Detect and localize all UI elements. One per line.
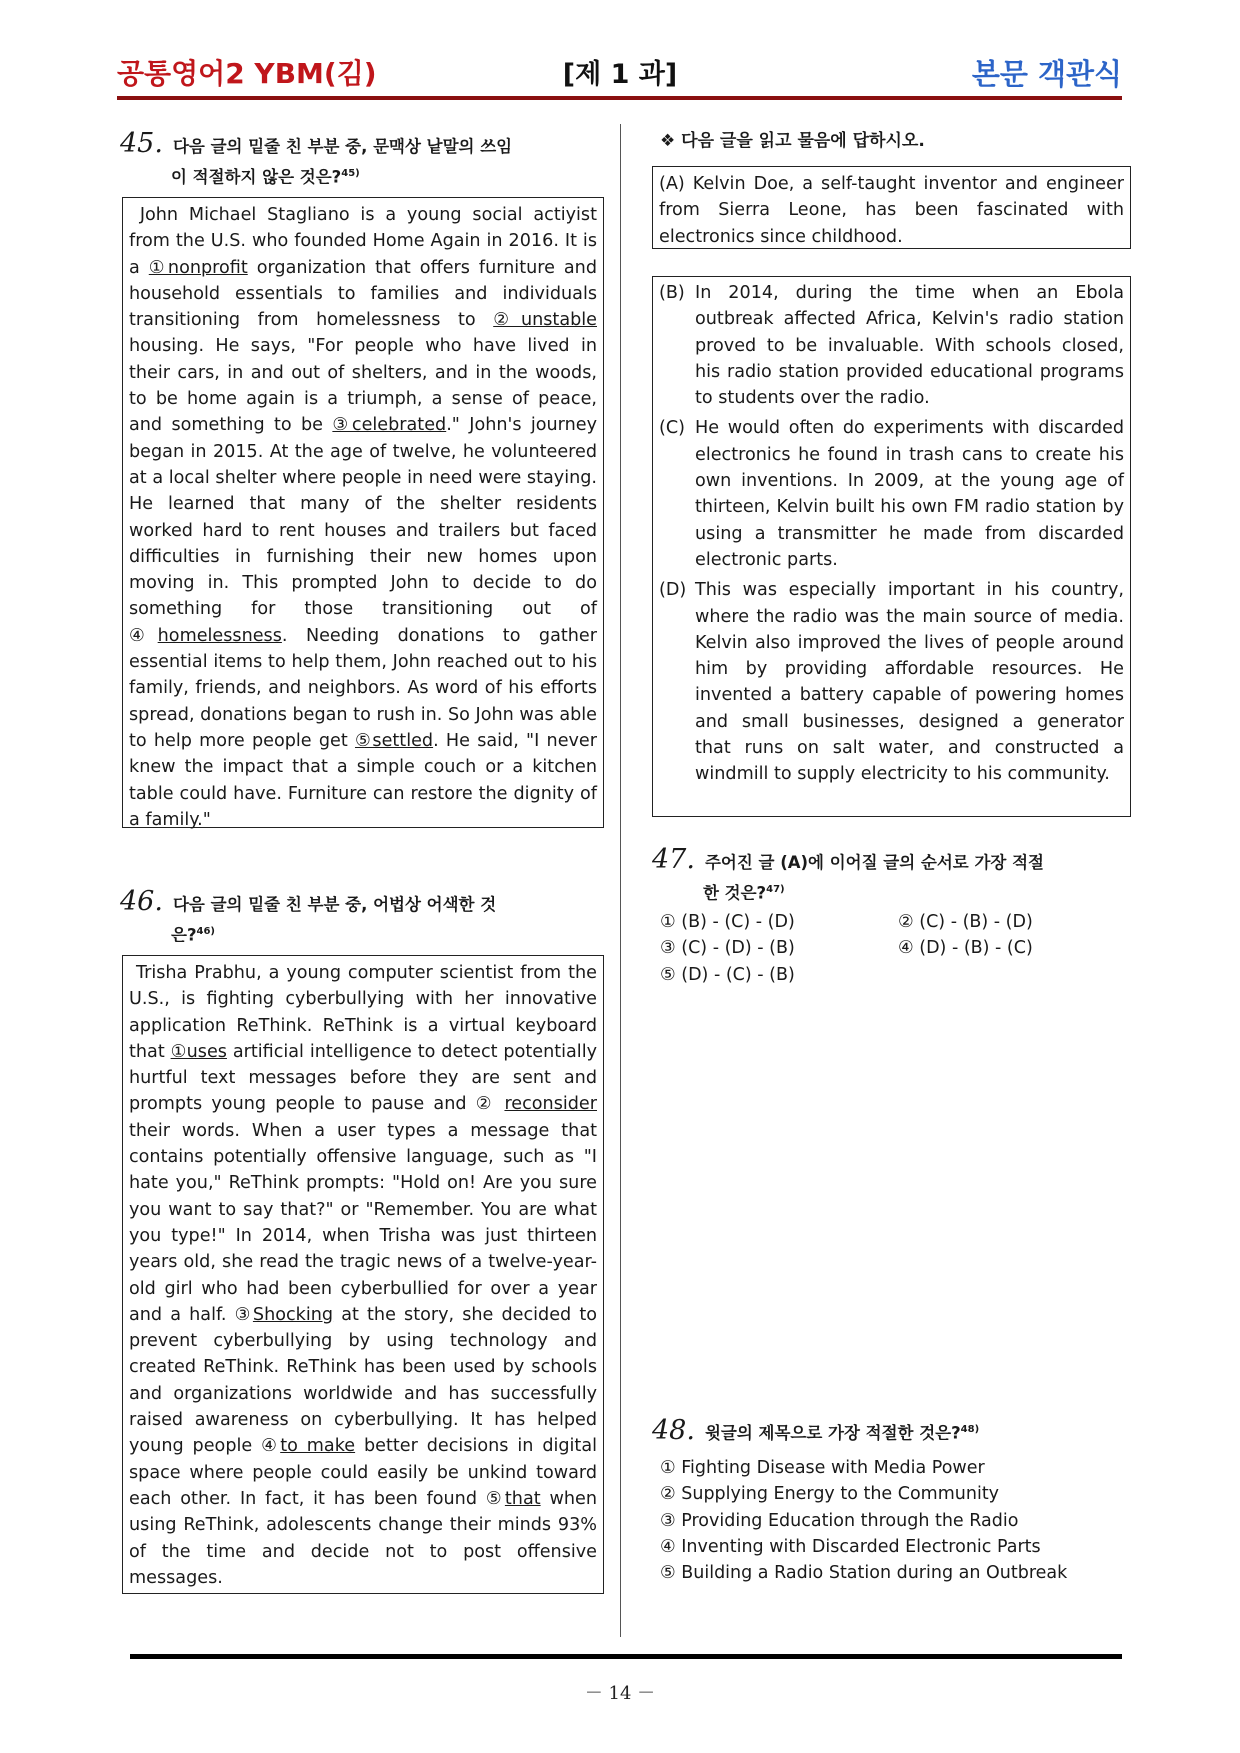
question-46-passage: Trisha Prabhu, a young computer scientist from the U.S., is fighting cyberbullying with her innovative application ReThink. ReThink is a virtual keyboard that ①uses artificial intelligence to detect potentially hurtful text messages before they are sent and prompts young people to pause and ② reconsider their words. When a user types a message that contains potentially offensive language, such as "I hate you," ReThink prompts: "Hold on! Are you sure you want to say that?" or "Remember. You are what you type!" In 2014, when Trisha was just thirteen years old, she read the tragic news of a twelve-year-old girl who had been cyberbullied for over a year and a half. ③Shocking at the story, she decided to prevent cyberbullying by using technology and created ReThink. ReThink has been used by schools and organizations worldwide and has successfully raised awareness on cyberbullying. It has helped young people ④to make better decisions in digital space where people could easily be unkind toward each other. In fact, it has been found ⑤that when using ReThink, adolescents change their minds 93% of the time and decide not to post offensive messages. bbox=[122, 955, 604, 1594]
passage-c bbox=[659, 415, 1124, 573]
underline-1: ①nonprofit bbox=[148, 257, 248, 278]
column-divider bbox=[620, 124, 621, 1637]
question-48-number: 48. bbox=[652, 1414, 695, 1446]
q47-option-3[interactable]: ③ (C) - (D) - (B) bbox=[660, 938, 795, 959]
question-46-footnote: 46) bbox=[196, 926, 216, 937]
q47-option-4[interactable]: ④ (D) - (B) - (C) bbox=[898, 938, 1033, 959]
header-lesson: [제 1 과] bbox=[562, 59, 678, 90]
passage-a-label: (A) bbox=[659, 174, 685, 194]
instruction: ❖ 다음 글을 읽고 물음에 답하시오. bbox=[660, 131, 925, 151]
question-46-heading bbox=[120, 888, 496, 949]
underline-1: ①uses bbox=[170, 1041, 227, 1062]
underline-5: ⑤settled bbox=[354, 730, 434, 751]
q48-option-3[interactable]: ③ Providing Education through the Radio bbox=[660, 1510, 1019, 1531]
underline-4: homelessness bbox=[157, 625, 282, 646]
header-section: 본문 객관식 bbox=[971, 57, 1122, 91]
passage-b-label: (B) bbox=[659, 283, 685, 303]
question-48-prompt: 윗글의 제목으로 가장 적절한 것은? bbox=[704, 1423, 961, 1443]
question-45-footnote: 45) bbox=[341, 168, 360, 179]
passage-a-box bbox=[652, 166, 1131, 249]
header-subject: 공통영어2 YBM(김) bbox=[117, 57, 377, 90]
q47-option-1[interactable]: ① (B) - (C) - (D) bbox=[660, 912, 795, 932]
passage-d-text: This was especially important in his country, where the radio was the main source of media. Kelvin also improved the lives of people around him by providing affordable resources. He invented a battery capable of powering homes and small businesses, designed a generator that runs on salt water, and constructed a windmill to supply electricity to his community. bbox=[695, 580, 1124, 785]
q47-option-2[interactable]: ② (C) - (B) - (D) bbox=[898, 912, 1033, 932]
question-47-heading bbox=[652, 846, 1044, 907]
page-number: － 14 － bbox=[584, 1683, 656, 1704]
passage-b bbox=[659, 280, 1124, 411]
question-45-prompt-line1: 다음 글의 밑줄 친 부분 중, 문맥상 낱말의 쓰임 bbox=[172, 137, 513, 156]
passage-c-text: He would often do experiments with discarded electronics he found in trash cans to create his own inventions. In 2009, at the young age of thirteen, Kelvin built his own FM radio station by using a transmitter he made from discarded electronic parts. bbox=[695, 418, 1124, 570]
underline-2: ②unstable bbox=[493, 310, 597, 331]
question-45-passage: John Michael Stagliano is a young social actiyist from the U.S. who founded Home Again in 2016. It is a ①nonprofit organization that offers furniture and household essentials to families and individuals transitioning from homelessness to ②unstable housing. He says, "For people who have lived in their cars, in and out of shelters, and in the woods, to be home again is a triumph, a sense of peace, and something to be ③celebrated." John's journey began in 2015. At the age of twelve, he volunteered at a local shelter where people in need were staying. He learned that many of the shelter residents worked hard to rent houses and trailers but faced difficulties in furnishing their new homes upon moving in. This prompted John to decide to do something for those transitioning out of ④homelessness. Needing donations to gather essential items to help them, John reached out to his family, friends, and neighbors. As word of his efforts spread, donations began to rush in. So John was able to help more people get ⑤settled. He said, "I never knew the impact that a simple couch or a kitchen table could have. Furniture can restore the dignity of a family." bbox=[122, 197, 604, 828]
q48-option-1[interactable]: ① Fighting Disease with Media Power bbox=[660, 1458, 985, 1478]
question-47-prompt-line2: 한 것은? bbox=[703, 883, 767, 903]
question-47-prompt-line1: 주어진 글 (A)에 이어질 글의 순서로 가장 적절 bbox=[704, 853, 1044, 872]
question-46-prompt-line2: 은? bbox=[171, 925, 197, 945]
underline-3: ③celebrated bbox=[332, 415, 447, 436]
footer-rule bbox=[130, 1654, 1122, 1659]
question-45-prompt-line2: 이 적절하지 않은 것은? bbox=[171, 167, 342, 187]
passage-a-text: Kelvin Doe, a self-taught inventor and engineer from Sierra Leone, has been fascinated with electronics since childhood. bbox=[659, 174, 1125, 247]
passage-b-text: In 2014, during the time when an Ebola outbreak affected Africa, Kelvin's radio station proved to be invaluable. With schools closed, his radio station provided educational programs to students over the radio. bbox=[695, 283, 1124, 409]
question-46-number: 46. bbox=[120, 886, 163, 917]
underline-4: to make bbox=[280, 1436, 356, 1457]
question-47-options bbox=[660, 909, 1118, 988]
question-48-heading bbox=[652, 1416, 979, 1447]
passages-bcd-box bbox=[652, 276, 1131, 817]
underline-3: Shocking bbox=[252, 1304, 334, 1325]
question-48-footnote: 48) bbox=[960, 1424, 980, 1435]
q47-option-5[interactable]: ⑤ (D) - (C) - (B) bbox=[660, 964, 795, 985]
q48-option-5[interactable]: ⑤ Building a Radio Station during an Outbreak bbox=[660, 1563, 1068, 1584]
underline-2: reconsider bbox=[504, 1094, 597, 1115]
q48-option-4[interactable]: ④ Inventing with Discarded Electronic Parts bbox=[660, 1536, 1041, 1557]
header-rule bbox=[117, 96, 1122, 100]
passage-c-label: (C) bbox=[659, 418, 686, 439]
question-47-footnote: 47) bbox=[766, 884, 785, 895]
q48-option-2[interactable]: ② Supplying Energy to the Community bbox=[660, 1484, 1000, 1505]
underline-5: that bbox=[504, 1488, 541, 1509]
question-46-prompt-line1: 다음 글의 밑줄 친 부분 중, 어법상 어색한 것 bbox=[172, 895, 497, 914]
question-47-number: 47. bbox=[652, 844, 695, 875]
question-48-options bbox=[660, 1455, 1067, 1586]
question-45-number: 45. bbox=[120, 128, 163, 159]
passage-d-label: (D) bbox=[659, 580, 687, 601]
question-45-heading bbox=[120, 130, 512, 191]
passage-d bbox=[659, 577, 1124, 787]
